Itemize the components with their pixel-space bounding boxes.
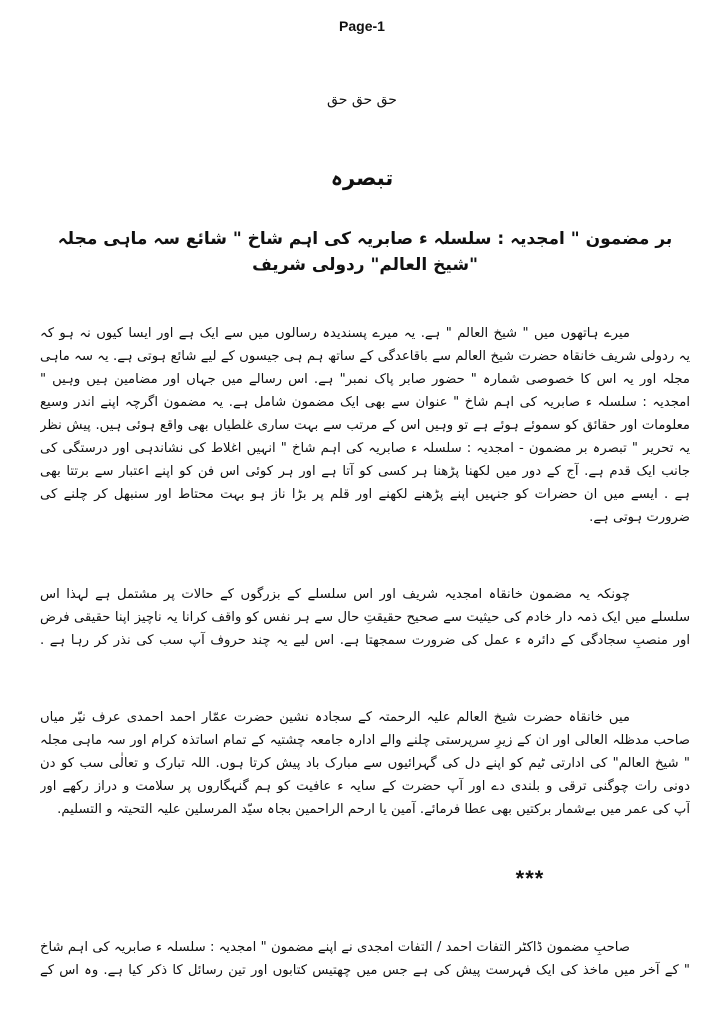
paragraph-line: امجدیہ : سلسلہ ء صابریہ کی اہم شاخ " عنوان سے بھی ایک مضمون شامل ہے. یہ مضمون اگرچہ اپنے اندر وسیع — [40, 395, 690, 410]
page-number-label: Page-1 — [339, 18, 385, 34]
paragraph-line: صاحب مدظلہ العالی اور ان کے زیرِ سرپرستی چلنے والے ادارہ جامعہ چشتیہ کے تمام اساتذہ کرام اور سہ ماہی مجلہ — [40, 733, 690, 748]
document-title: تبصرہ — [330, 166, 394, 190]
paragraph-line: آپ کی عمر میں بےشمار برکتیں بھی عطا فرمائے. آمین یا ارحم الراحمین بجاہ سیّد المرسلین علیہ التحیتہ و التسلیم. — [57, 802, 690, 817]
invocation-text: حق حق حق — [327, 92, 397, 108]
section-separator: *** — [515, 866, 545, 891]
paragraph-sources — [40, 936, 690, 982]
document-subtitle: بر مضمون " امجدیہ : سلسلہ ء صابریہ کی اہم شاخ " شائع سہ ماہی مجلہ "شیخ العالم" ردولی شریف — [57, 229, 673, 275]
paragraph-line: جانب ایک قدم ہے. آج کے دور میں لکھنا پڑھنا ہر کسی کو آتا ہے اور ہر کوئی اس فن کو اپنے اعتبار سے برتتا بھی — [40, 464, 690, 479]
paragraph-line: اور منصبِ سجادگی کے دائرہ ء عمل کی ضرورت سمجھتا ہے. اس لیے یہ چند حروف آپ سب کی نذر کر رہا ہے . — [40, 633, 690, 648]
paragraph-line: دونی رات چوگنی ترقی و بلندی دے اور آپ حضرت کے سایہ ء عافیت کو ہم گنہگاروں پر سلامت و دراز رکھے اور — [40, 779, 690, 794]
paragraph-line: صاحبِ مضمون ڈاکٹر التفات احمد / التفات امجدی نے اپنے مضمون " امجدیہ : سلسلہ ء صابریہ کی اہم شاخ — [40, 940, 630, 955]
paragraph-line: میں خانقاہ حضرت شیخ العالم علیہ الرحمتہ کے سجادہ نشین حضرت عمّار احمد احمدی عرف نیّر میاں — [40, 710, 630, 725]
paragraph-line: معلومات اور حقائق کو سموئے ہوئے ہے تو وہیں اس کے مرتب سے بہت ساری غلطیاں بھی واقع ہوئی ہیں. پیش نظر — [40, 418, 690, 433]
paragraph-purpose — [40, 583, 690, 652]
paragraph-line: ضرورت ہوتی ہے. — [589, 510, 690, 525]
paragraph-line: یہ ردولی شریف خانقاہ حضرت شیخ العالم سے باقاعدگی کے ساتھ ہم ہی جیسوں کے لیے شائع ہوتی ہے. یہ سہ ماہی — [40, 349, 690, 364]
paragraph-congratulations — [40, 706, 690, 821]
paragraph-line: " شیخ العالم" کی ادارتی ٹیم کو اپنے دل کی گہرائیوں سے مبارک باد پیش کرتا ہوں. اللہ تبارک و تعالٰی سب کو دن — [40, 756, 690, 771]
paragraph-line: سلسلے میں ایک ذمہ دار خادم کی حیثیت سے صحیح حقیقتِ حال سے ہر نفس کو واقف کرانا یہ ناچیز اپنا حقیقی فرض — [40, 610, 690, 625]
paragraph-line: یہ تحریر " تبصرہ بر مضمون - امجدیہ : سلسلہ ء صابریہ کی اہم شاخ " انہیں اغلاط کی نشاندہی اور درستگی کی — [40, 441, 690, 456]
paragraph-line: چونکہ یہ مضمون خانقاہ امجدیہ شریف اور اس سلسلے کے بزرگوں کے حالات پر مشتمل ہے لہذا اس — [40, 587, 630, 602]
paragraph-line: " کے آخر میں ماخذ کی ایک فہرست پیش کی ہے جس میں چھتیس کتابوں اور تین رسائل کا ذکر کیا ہے. وہ اس کے — [40, 963, 690, 978]
paragraph-line: میرے ہاتھوں میں " شیخ العالم " ہے. یہ میرے پسندیدہ رسالوں میں سے ایک ہے اور ایسا کیوں نہ ہو کہ — [40, 326, 630, 341]
paragraph-line: مجلہ اور یہ اس کا خصوصی شمارہ " حضور صابر پاک نمبر" ہے. اس رسالے میں جہاں اور مضامین ہیں وہیں " — [40, 372, 690, 387]
paragraph-intro — [40, 322, 690, 529]
paragraph-line: ہے . ایسے میں ان حضرات کو جنہیں اپنے پڑھنے لکھنے اور قلم پر بڑا ناز ہو بہت محتاط اور سنبھل کر چلنے کی — [40, 487, 690, 502]
